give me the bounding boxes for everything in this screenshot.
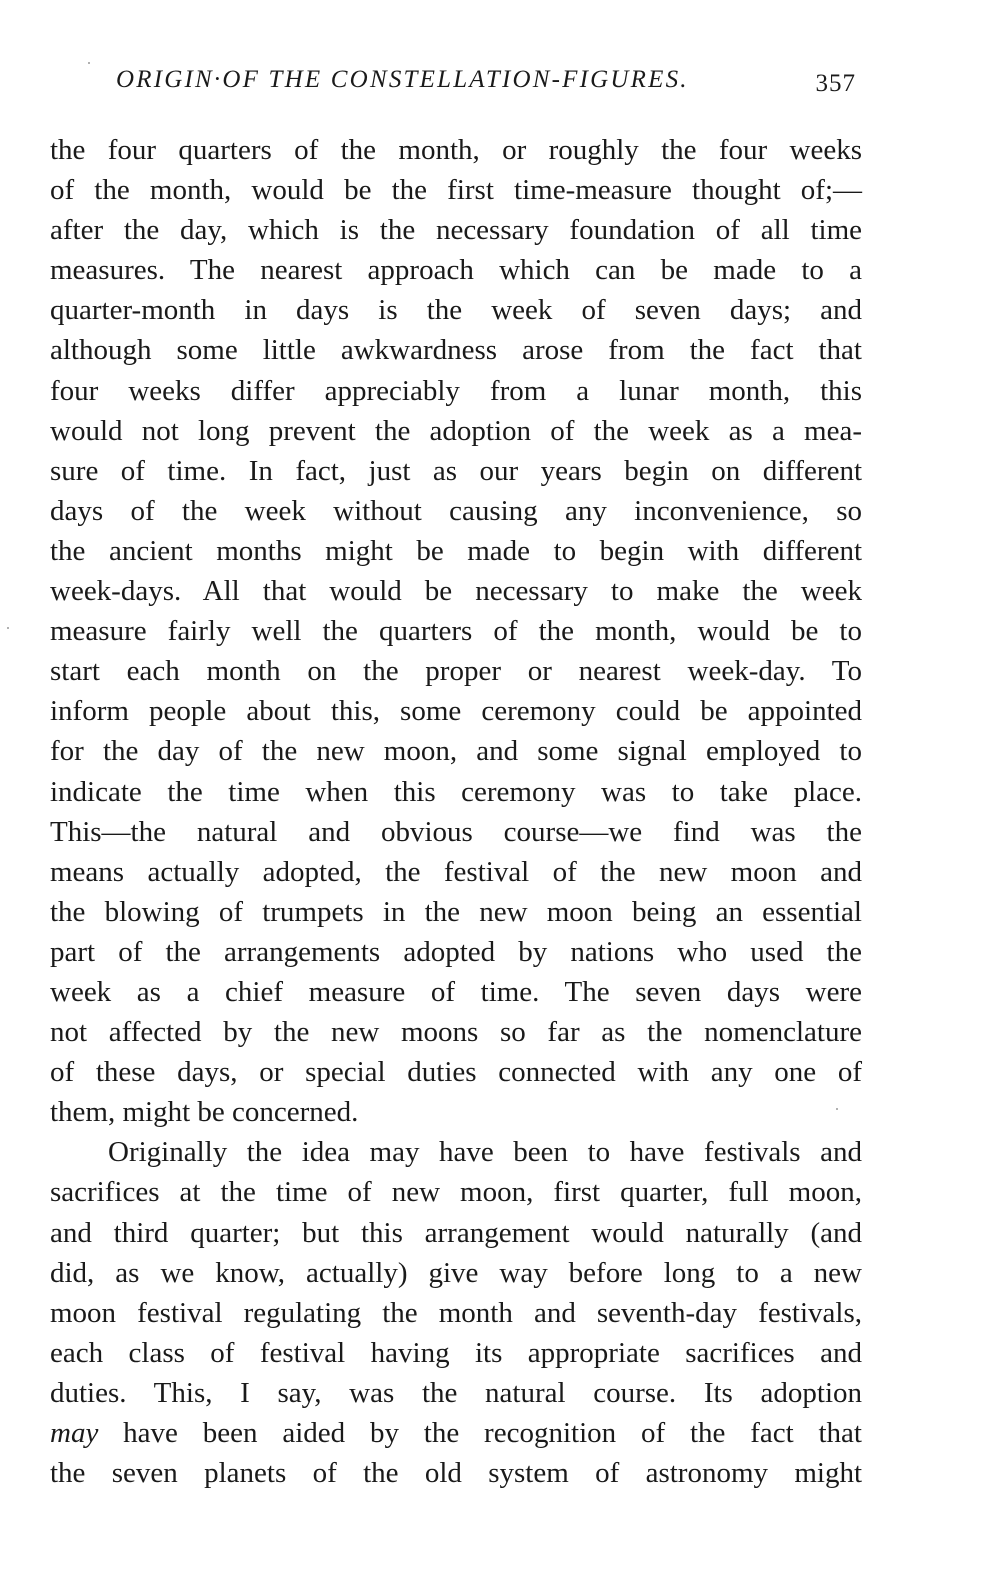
text-line: week as a chief measure of time. The seven days were [50, 975, 862, 1008]
page-number: 357 [815, 70, 856, 97]
text-line: means actually adopted, the festival of the new moon and [50, 855, 862, 888]
text-line: sacrifices at the time of new moon, first quarter, full moon, [50, 1176, 862, 1209]
text-line-mixed [50, 1413, 862, 1453]
paper-speck [836, 1108, 838, 1110]
text-line: the ancient months might be made to begin with different [50, 534, 862, 567]
text-segment: have been aided by the recognition of the fact that [98, 1417, 862, 1449]
text-line: four weeks differ appreciably from a lunar month, this [50, 374, 862, 407]
text-line: not affected by the new moons so far as the nomenclature [50, 1016, 862, 1049]
text-line: did, as we know, actually) give way before long to a new [50, 1256, 862, 1289]
text-line: each class of festival having its appropriate sacrifices and [50, 1336, 862, 1369]
text-line: although some little awkwardness arose from the fact that [50, 334, 862, 367]
text-line: the seven planets of the old system of astronomy might [50, 1457, 862, 1490]
body-text [50, 130, 862, 1493]
text-line: part of the arrangements adopted by nations who used the [50, 935, 862, 968]
running-title: ORIGIN·OF THE CONSTELLATION-FIGURES. [116, 66, 689, 93]
paragraph-2 [50, 1132, 862, 1493]
text-line: for the day of the new moon, and some signal employed to [50, 735, 862, 768]
text-line: of the month, would be the first time-measure thought of;— [50, 174, 862, 207]
text-line: sure of time. In fact, just as our years begin on different [50, 454, 862, 487]
text-line: would not long prevent the adoption of the week as a mea- [50, 414, 862, 447]
running-head [116, 66, 856, 106]
italic-word: may [50, 1417, 99, 1449]
text-line: moon festival regulating the month and seventh-day festivals, [50, 1296, 862, 1329]
text-line: measure fairly well the quarters of the month, would be to [50, 615, 862, 648]
text-line: indicate the time when this ceremony was to take place. [50, 775, 862, 808]
text-line: start each month on the proper or nearest week-day. To [50, 655, 862, 688]
text-line: Originally the idea may have been to have festivals and [108, 1136, 862, 1169]
text-line: week-days. All that would be necessary to make the week [50, 575, 862, 608]
text-line: them, might be concerned. [50, 1096, 359, 1129]
text-line: and third quarter; but this arrangement would naturally (and [50, 1216, 862, 1249]
text-line: duties. This, I say, was the natural course. Its adoption [50, 1376, 862, 1409]
text-line: inform people about this, some ceremony could be appointed [50, 695, 862, 728]
text-line: quarter-month in days is the week of seven days; and [50, 294, 862, 327]
text-line: This—the natural and obvious course—we find was the [50, 815, 862, 848]
text-line: the four quarters of the month, or roughly the four weeks [50, 134, 862, 166]
text-line: the blowing of trumpets in the new moon being an essential [50, 895, 862, 928]
paragraph-1 [50, 130, 862, 1132]
text-line: of these days, or special duties connected with any one of [50, 1056, 862, 1089]
text-line: days of the week without causing any inconvenience, so [50, 494, 862, 527]
text-line: measures. The nearest approach which can be made to a [50, 254, 862, 287]
paper-speck [7, 627, 9, 629]
text-line: after the day, which is the necessary foundation of all time [50, 214, 862, 247]
paper-speck [88, 62, 90, 64]
